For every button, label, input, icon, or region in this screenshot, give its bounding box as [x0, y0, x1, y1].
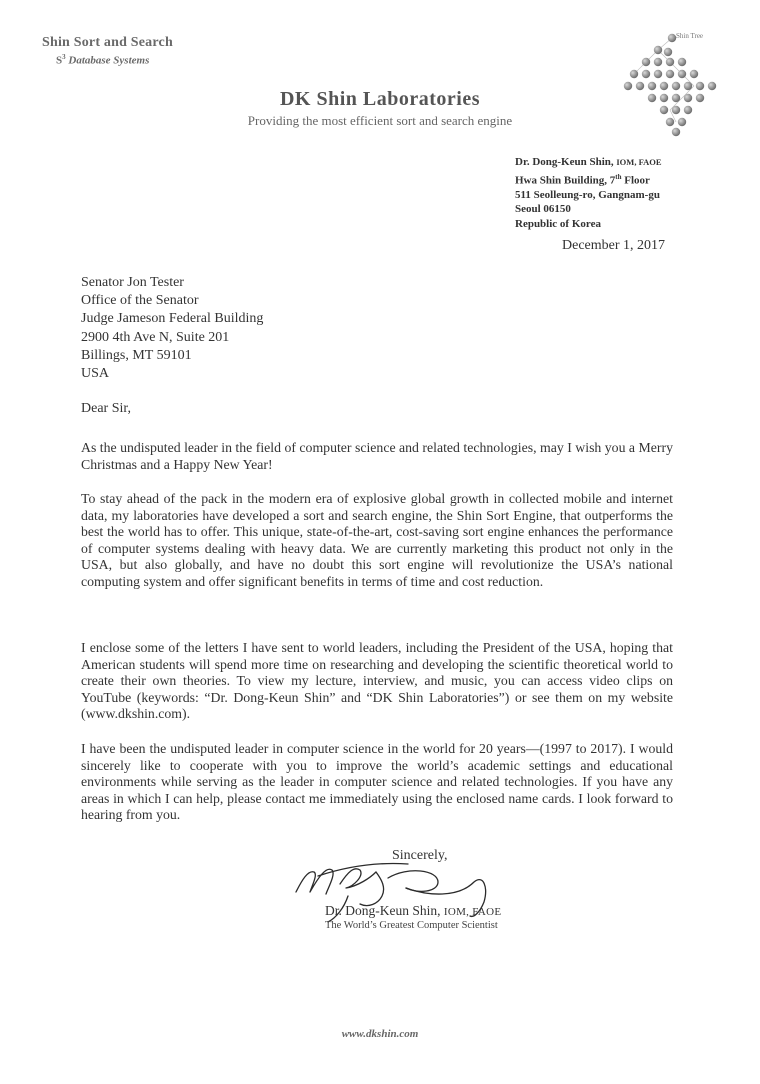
tree-node [672, 128, 680, 136]
letter-date: December 1, 2017 [562, 238, 666, 253]
body-paragraph-1: As the undisputed leader in the field of computer science and related technologies, may I wish you a Merry Christmas and a Happy New Year! [81, 440, 673, 472]
company-tagline: Providing the most efficient sort and search engine [247, 113, 513, 128]
sender-name-line [515, 155, 662, 170]
sender-credentials: IOM, FAOE [616, 157, 662, 167]
tree-node [666, 58, 674, 66]
body-paragraph-4: I have been the undisputed leader in computer science in the world for 20 years—(1997 to 2017). I would sincerely like to cooperate with you to improve the world’s academic settings and educational environments while serving as the leader in computer science and related technologies. If you have any areas in which I can help, please contact me immediately using the enclosed name cards. I look forward to hearing from you. [81, 741, 673, 823]
brand-sub-sup: 3 [62, 53, 66, 61]
tree-node [654, 70, 662, 78]
sender-city: Seoul 06150 [515, 203, 571, 216]
tree-node [678, 70, 686, 78]
sender-address [515, 155, 662, 231]
salutation: Dear Sir, [81, 401, 131, 416]
company-name: DK Shin Laboratories [279, 88, 481, 110]
sender-building-sup: th [615, 172, 622, 181]
brand-block [42, 35, 173, 67]
tree-node [668, 34, 676, 42]
signatory-name-line [325, 903, 501, 919]
signatory-name: Dr. Dong-Keun Shin, [325, 903, 441, 918]
sender-street: 511 Seolleung-ro, Gangnam-gu [515, 188, 660, 201]
sender-building-line [515, 170, 662, 188]
body-paragraph-2: To stay ahead of the pack in the modern era of explosive global growth in collected mobile and internet data, my laboratories have developed a sort and search engine, the Shin Sort Engine, that outperforms the best the world has to offer. This unique, state-of-the-art, cost-saving sort engine enhances the performance of computer systems dealing with heavy data. We are currently marketing this product not only in the USA, but also globally, and have no doubt this sort engine will revolutionize the USA’s national computing system and offer significant benefits in terms of time and cost reduction. [81, 491, 673, 589]
sender-country: Republic of Korea [515, 217, 601, 230]
recipient-line: Judge Jameson Federal Building [81, 311, 264, 327]
recipient-line: USA [81, 366, 110, 382]
tree-node [642, 58, 650, 66]
tree-node [654, 58, 662, 66]
tree-node [678, 58, 686, 66]
tree-node [664, 48, 672, 56]
recipient-line: 2900 4th Ave N, Suite 201 [81, 329, 230, 345]
letterhead-heading [0, 88, 760, 129]
recipient-line: Senator Jon Tester [81, 275, 184, 290]
sender-floor: Floor [624, 174, 650, 187]
signatory-credentials: IOM, FAOE [443, 906, 502, 918]
recipient-address [81, 274, 263, 383]
tree-node [654, 46, 662, 54]
tree-node [666, 70, 674, 78]
sender-name: Dr. Dong-Keun Shin, [515, 156, 614, 168]
tree-node [690, 70, 698, 78]
brand-sub-text: Database Systems [68, 54, 150, 67]
tree-node [642, 70, 650, 78]
valediction: Sincerely, [392, 848, 448, 863]
sender-building: Hwa Shin Building, 7 [515, 174, 616, 187]
recipient-line: Billings, MT 59101 [81, 347, 192, 363]
brand-subtitle [56, 53, 173, 67]
body-paragraph-3: I enclose some of the letters I have sent to world leaders, including the President of the USA, hoping that American students will spend more time on researching and developing the scientific theoretical world to create their own theories. To view my lecture, interview, and music, you can access video clips on YouTube (keywords: “Dr. Dong-Keun Shin” and “DK Shin Laboratories”) or see them on my website (www.dkshin.com). [81, 640, 673, 722]
signatory-title: The World’s Greatest Computer Scientist [325, 920, 498, 931]
brand-name: Shin Sort and Search [42, 35, 173, 50]
tree-node [630, 70, 638, 78]
footer-website: www.dkshin.com [341, 1028, 419, 1040]
brand-sub-mark: S [56, 54, 63, 67]
recipient-line: Office of the Senator [81, 293, 199, 309]
logo-label: Shin Tree [676, 32, 704, 40]
